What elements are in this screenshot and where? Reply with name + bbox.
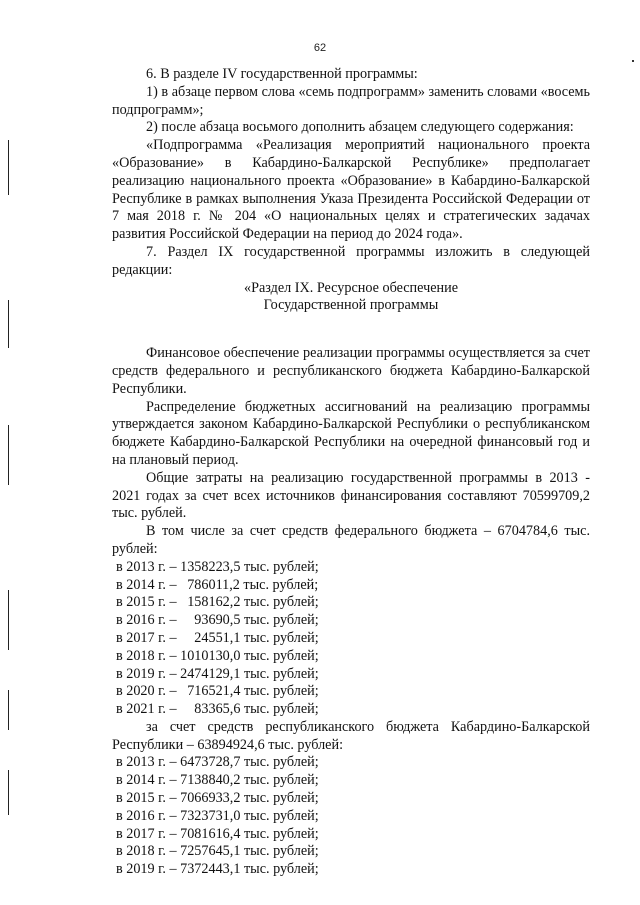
- list-item: в 2013 г. – 1358223,5 тыс. рублей;: [116, 558, 319, 575]
- federal-budget-list: [112, 559, 590, 719]
- list-item: в 2017 г. – 7081616,4 тыс. рублей;: [116, 825, 319, 842]
- list-item: в 2015 г. – 7066933,2 тыс. рублей;: [116, 790, 319, 807]
- margin-mark: [8, 690, 9, 730]
- margin-mark: [8, 140, 9, 195]
- list-item: в 2017 г. – 24551,1 тыс. рублей;: [116, 629, 319, 646]
- section-title: «Раздел IX. Ресурсное обеспечение: [243, 279, 458, 296]
- list-item: в 2018 г. – 7257645,1 тыс. рублей;: [116, 843, 319, 860]
- paragraph: 6. В разделе IV государственной программы:: [146, 66, 418, 82]
- republican-budget-list: [112, 754, 590, 879]
- list-item: в 2016 г. – 7323731,0 тыс. рублей;: [116, 807, 319, 824]
- page-number: 62: [313, 42, 327, 54]
- list-item: в 2013 г. – 6473728,7 тыс. рублей;: [116, 754, 319, 771]
- paragraph: Общие затраты на реализацию государственной программы в 2013 - 2021 годах за счет всех источников финансирования составляют 70599709,2 тыс. рублей.: [112, 469, 590, 522]
- paragraph: Финансовое обеспечение реализации программы осуществляется за счет средств федерального и республиканского бюджета Кабардино-Балкарской Республики.: [112, 345, 590, 397]
- margin-mark: [8, 770, 9, 815]
- paragraph: «Подпрограмма «Реализация мероприятий национального проекта «Образование» в Кабардино-Балкарской Республике» предполагает реализацию национального проекта «Образование» в Кабардино-Балкарской Республике в рамках выполнения Указа Президента Российской Федерации от 7 мая 2018 г. № 204 «О национальных целях и стратегических задачах развития Российской Федерации на период до 2024 года».: [112, 137, 590, 243]
- list-item: в 2019 г. – 2474129,1 тыс. рублей;: [116, 665, 319, 682]
- list-item: в 2016 г. – 93690,5 тыс. рублей;: [116, 612, 319, 629]
- document-body: [112, 66, 590, 879]
- section-title: Государственной программы: [263, 297, 439, 314]
- list-item: в 2019 г. – 7372443,1 тыс. рублей;: [116, 861, 319, 878]
- paragraph: 1) в абзаце первом слова «семь подпрограмм» заменить словами «восемь подпрограмм»;: [112, 83, 590, 118]
- paragraph: Распределение бюджетных ассигнований на реализацию программы утверждается законом Кабардино-Балкарской Республики о республиканском бюджете Кабардино-Балкарской Республики на очередной финансовый год и на плановый период.: [112, 398, 590, 468]
- margin-mark: [8, 590, 9, 650]
- list-item: в 2020 г. – 716521,4 тыс. рублей;: [116, 683, 319, 700]
- list-item: в 2018 г. – 1010130,0 тыс. рублей;: [116, 647, 319, 664]
- list-item: в 2021 г. – 83365,6 тыс. рублей;: [116, 701, 319, 718]
- list-item: в 2014 г. – 7138840,2 тыс. рублей;: [116, 772, 319, 789]
- paragraph: 2) после абзаца восьмого дополнить абзацем следующего содержания:: [146, 119, 574, 136]
- margin-mark: [8, 425, 9, 485]
- list-item: в 2015 г. – 158162,2 тыс. рублей;: [116, 594, 319, 611]
- paragraph: за счет средств республиканского бюджета Кабардино-Балкарской Республики – 63894924,6 тыс. рублей:: [112, 718, 590, 753]
- scan-speck: [632, 60, 634, 62]
- paragraph: 7. Раздел IX государственной программы изложить в следующей редакции:: [112, 243, 590, 278]
- list-item: в 2014 г. – 786011,2 тыс. рублей;: [116, 576, 319, 593]
- paragraph: В том числе за счет средств федерального бюджета – 6704784,6 тыс. рублей:: [112, 523, 590, 557]
- margin-mark: [8, 300, 9, 348]
